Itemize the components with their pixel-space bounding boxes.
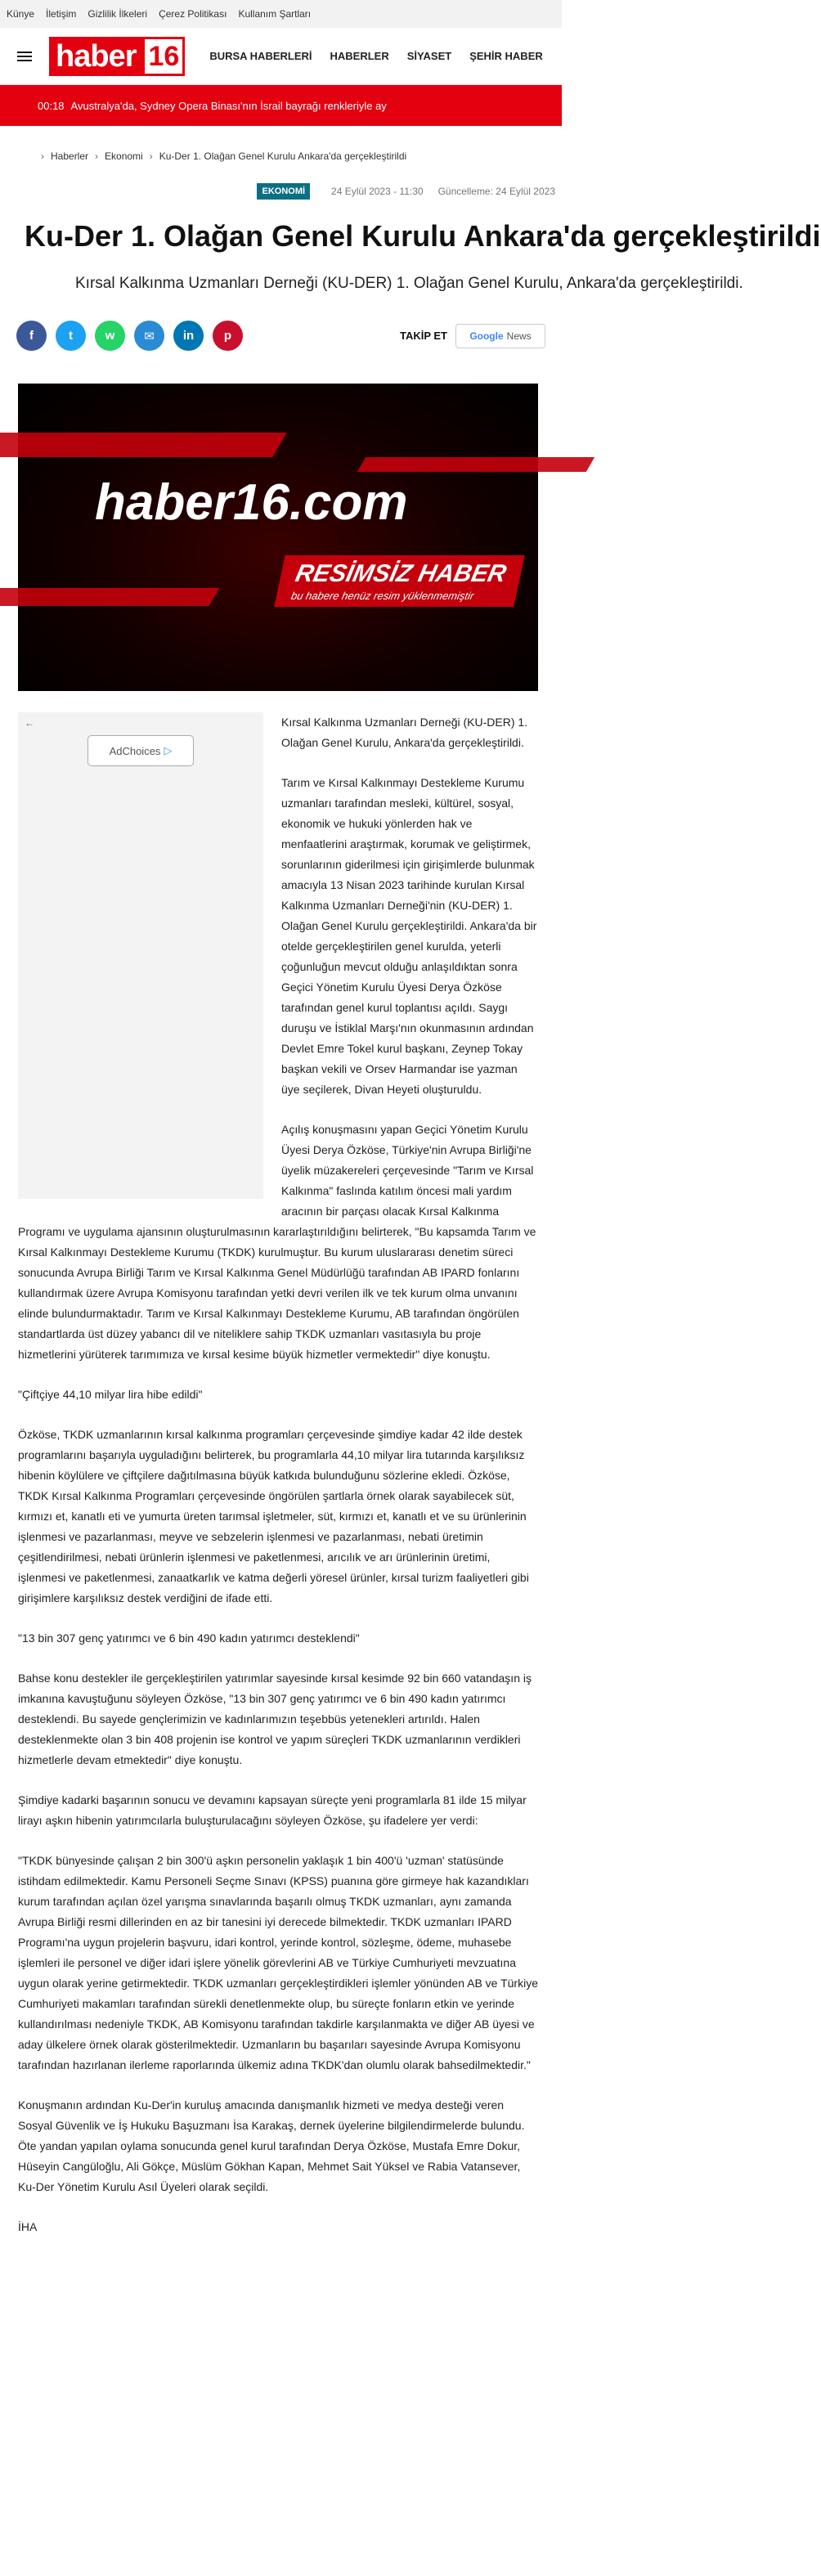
main-nav <box>209 50 560 62</box>
paragraph: Şimdiye kadarki başarının sonucu ve devamını kapsayan süreçte yeni programlarla 81 ilde 15 milyar lirayı aşkın hibenin yatırımcılarla buluşturulacağını söyleyen Özköse, şu ifadelere yer verdi: <box>18 1793 527 1827</box>
nav-sehir-haber[interactable]: ŞEHİR HABER <box>469 50 543 62</box>
adchoices-button[interactable] <box>87 735 194 766</box>
paragraph: Tarım ve Kırsal Kalkınmayı Destekleme Kurumu uzmanları tarafından mesleki, kültürel, sosyal, ekonomik ve hukuki yönlerden hak ve menfaatlerini araştırmak, korumak ve geliştirmek, sorunlarının giderilmesi için girişimlerde bulunmak amacıyla 13 Nisan 2023 tarihinde kurulan Kırsal Kalkınma Uzmanları Derneği'nin (KU-DER) 1. Olağan Genel Kurulu gerçekleştirildi. Ankara'da bir otelde gerçekleştirilen genel kurulda, yeterli çoğunluğun mevcut olduğu anlaşıldıktan sonra Geçici Yönetim Kurulu Üyesi Derya Özköse tarafından genel kurul toplantısı açıldı. Saygı duruşu ve İstiklal Marşı'nın okunmasının ardından Devlet Emre Tokel kurul başkanı, Zeynep Tokay başkan vekili ve Orsev Harmandar ise yazman üye seçilerek, Divan Heyeti oluşturuldu. <box>281 776 537 1096</box>
paragraph: Açılış konuşmasını yapan Geçici Yönetim Kurulu Üyesi Derya Özköse, Türkiye'nin Avrupa Birliği'ne üyelik müzakereleri çerçevesinde "Tarım ve Kırsal Kalkınma" faslında katılım öncesi mali yardım aracının bir parçası olacak Kırsal Kalkınma Programı ve uygulama ajansının oluşturulmasının kararlaştırıldığını belirterek, "Bu kapsamda Tarım ve Kırsal Kalkınmayı Destekleme Kurumu (TKDK) kurulmuştur. Bu kurum uluslararası denetim süreci sonucunda Avrupa Birliği Tarım ve Kırsal Kalkınma Genel Müdürlüğü tarafından AB IPARD fonlarını kullandırmak üzere Avrupa Komisyonu tarafından yetki devri verilen ilk ve tek kurum olma unvanını elinde bulundurmaktadır. Tarım ve Kırsal Kalkınmayı Destekleme Kurumu, AB tarafından öngörülen standartlarda üst düzey yabancı dil ve niteliklere sahip TKDK uzmanları vasıtasıyla bu proje hizmetlerini yürüterek tarımımıza ve kırsal kesime büyük hizmetler vermektedir" diye konuştu. <box>18 1123 536 1361</box>
paragraph: Özköse, TKDK uzmanlarının kırsal kalkınma programları çerçevesinde şimdiye kadar 42 ilde destek programlarını başarıyla uyguladığını belirterek, bu programlarla 44,10 milyar lira tutarında karşılıksız hibenin köylülere ve çiftçilere dağıtılmasına büyük katkıda bulunduğunu sözlerine ekledi. Özköse, TKDK Kırsal Kalkınma Programları çerçevesinde öngörülen şartlarla örnek olarak sayabilecek süt, kırmızı et, kanatlı eti ve yumurta üreten tarımsal işletmeler, süt, kırmızı et, kanatlı et ve su ürünlerinin işlenmesi ve pazarlanması, meyve ve sebzelerin işlenmesi ve pazarlanması, nebati üretimin çeşitlendirilmesi, nebati ürünlerin işlenmesi ve paketlenmesi, arıcılık ve arı ürünlerinin üretimi, işlenmesi ve paketlenmesi, zanaatkarlık ve katma değerli yöresel ürünler, kırsal turizm faaliyetleri gibi girişimlere karşılıksız destek verdiğini de ifade etti. <box>18 1428 529 1604</box>
hero-brand: haber16.com <box>95 474 408 531</box>
breadcrumb-ekonomi[interactable]: Ekonomi <box>105 150 143 162</box>
no-image-title: RESİMSİZ HABER <box>293 560 509 587</box>
paragraph: Bahse konu destekler ile gerçekleştirilen yatırımlar sayesinde kırsal kesimde 92 bin 660 vatandaşın iş imkanına kavuştuğunu söyleyen Özköse, "13 bin 307 genç yatırımcı ve 6 bin 490 kadın yatırımcı desteklendi. Bu sayede gençlerimizin ve kadınlarımızın teşebbüs yetenekleri artırıldı. Halen desteklenmekte olan 3 bin 408 projenin ise kontrol ve yapım süreçleri TKDK uzmanlarının verdikleri hizmetlerle devam etmektedir" diye konuştu. <box>18 1672 532 1766</box>
nav-bursa-haberleri[interactable]: BURSA HABERLERİ <box>209 50 312 62</box>
decor-stripe <box>0 433 287 457</box>
google-news-button[interactable] <box>455 324 545 348</box>
no-image-tag <box>274 555 524 607</box>
site-header <box>0 28 562 85</box>
decor-stripe <box>357 457 594 472</box>
subheading: "13 bin 307 genç yatırımcı ve 6 bin 490 kadın yatırımcı desteklendi" <box>18 1631 360 1645</box>
nav-haberler[interactable]: HABERLER <box>330 50 389 62</box>
google-logo: Google <box>469 330 504 342</box>
menu-icon[interactable] <box>0 49 49 64</box>
link-gizlilik[interactable]: Gizlilik İlkeleri <box>87 8 148 20</box>
facebook-icon[interactable]: f <box>16 321 47 351</box>
follow-label: TAKİP ET <box>399 330 447 342</box>
share-row <box>16 321 545 351</box>
breadcrumb <box>34 150 562 162</box>
pinterest-icon[interactable]: p <box>213 321 243 351</box>
top-links-bar <box>0 0 562 28</box>
link-iletisim[interactable]: İletişim <box>46 8 77 20</box>
back-arrow-icon[interactable]: ← <box>25 717 34 729</box>
email-icon[interactable]: ✉ <box>134 321 164 351</box>
adchoices-icon: ▷ <box>164 744 173 756</box>
ticker-text[interactable]: Avustralya'da, Sydney Opera Binası'nın İsrail bayrağı renkleriyle ay <box>70 99 387 112</box>
link-kunye[interactable]: Künye <box>7 8 35 20</box>
whatsapp-icon[interactable]: w <box>95 321 125 351</box>
subheading: "Çiftçiye 44,10 milyar lira hibe edildi" <box>18 1388 203 1401</box>
nav-siyaset[interactable]: SİYASET <box>406 50 452 62</box>
chevron-right-icon: › <box>149 150 153 162</box>
logo-text: haber <box>49 37 142 76</box>
site-logo[interactable] <box>49 37 185 76</box>
link-kullanim[interactable]: Kullanım Şartları <box>238 8 312 20</box>
chevron-right-icon: › <box>95 150 99 162</box>
update-date: Güncelleme: 24 Eylül 2023 <box>437 186 555 197</box>
decor-stripe <box>0 588 219 606</box>
breaking-news-ticker[interactable] <box>0 85 562 126</box>
hero-image <box>18 384 538 691</box>
source-label: İHA <box>18 2220 38 2233</box>
share-buttons <box>16 321 252 351</box>
ticker-time: 00:18 <box>38 99 65 112</box>
paragraph: "TKDK bünyesinde çalışan 2 bin 300'ü aşkın personelin yaklaşık 1 bin 400'ü 'uzman' statüsünde istihdam edilmektedir. Kamu Personeli Seçme Sınavı (KPSS) puanına göre girmeye hak kazandıkları kurum tarafından açılan özel yarışma sınavlarında başarılı olmuş TKDK uzmanları, aynı zamanda Avrupa Birliği resmi dillerinden en az bir tanesini iyi derecede bilmektedir. TKDK uzmanları IPARD Programı'na uygun projelerin başvuru, idari kontrol, yerinde kontrol, sözleşme, ödeme, muhasebe işlemleri ile personel ve diğer idari işlere yönelik görevlerini AB ve Türkiye Cumhuriyeti mevzuatına uygun olarak yerine getirmektedir. TKDK uzmanları gerçekleştirdikleri işlemler yönünden AB ve Türkiye Cumhuriyeti makamları tarafından sürekli denetlenmekte olup, bu süreçte fonların etkin ve yerinde kullandırılması nedeniyle TKDK, AB Komisyonu tarafından takdirle karşılanmakta ve diğer AB üyesi ve aday ülkelere örnek olarak gösterilmektedir. Uzmanların bu başarıları sayesinde Avrupa Komisyonu tarafından hazırlanan ilerleme raporlarında ülkemiz adına TKDK'dan olumlu olarak bahsedilmektedir." <box>18 1854 538 2071</box>
link-cerez[interactable]: Çerez Politikası <box>159 8 227 20</box>
breadcrumb-haberler[interactable]: Haberler <box>51 150 89 162</box>
article-body <box>18 712 538 2257</box>
article-title: Ku-Der 1. Olağan Genel Kurulu Ankara'da gerçekleştirildi <box>25 219 821 253</box>
category-badge[interactable]: EKONOMİ <box>257 183 310 200</box>
logo-number: 16 <box>142 37 185 76</box>
article-meta <box>0 183 555 200</box>
ad-slot[interactable] <box>18 712 263 1199</box>
publish-date: 24 Eylül 2023 - 11:30 <box>331 186 424 197</box>
no-image-subtitle: bu habere henüz resim yüklenmemiştir <box>289 590 476 602</box>
linkedin-icon[interactable]: in <box>173 321 204 351</box>
adchoices-label: AdChoices <box>109 744 161 757</box>
article-spot: Kırsal Kalkınma Uzmanları Derneği (KU-DER) 1. Olağan Genel Kurulu, Ankara'da gerçekleştirildi. <box>75 275 743 292</box>
twitter-icon[interactable]: t <box>56 321 86 351</box>
paragraph: Konuşmanın ardından Ku-Der'in kuruluş amacında danışmanlık hizmeti ve medya desteği veren Sosyal Güvenlik ve İş Hukuku Başuzmanı İsa Karakaş, dernek üyelerine bilgilendirmelerde bulundu. Öte yandan yapılan oylama sonucunda genel kurul tarafından Derya Özköse, Mustafa Emre Dokur, Hüseyin Cangüloğlu, Ali Gökçe, Müslüm Gökhan Kapan, Mehmet Sait Yüksel ve Rabia Vatansever, Ku-Der Yönetim Kurulu Asıl Üyeleri olarak seçildi. <box>18 2098 525 2193</box>
chevron-right-icon: › <box>41 150 44 162</box>
follow-section <box>400 324 545 348</box>
paragraph: Kırsal Kalkınma Uzmanları Derneği (KU-DER) 1. Olağan Genel Kurulu, Ankara'da gerçekleştirildi. <box>281 716 528 749</box>
google-news-label: News <box>506 330 532 342</box>
breadcrumb-current: Ku-Der 1. Olağan Genel Kurulu Ankara'da gerçekleştirildi <box>159 150 407 162</box>
